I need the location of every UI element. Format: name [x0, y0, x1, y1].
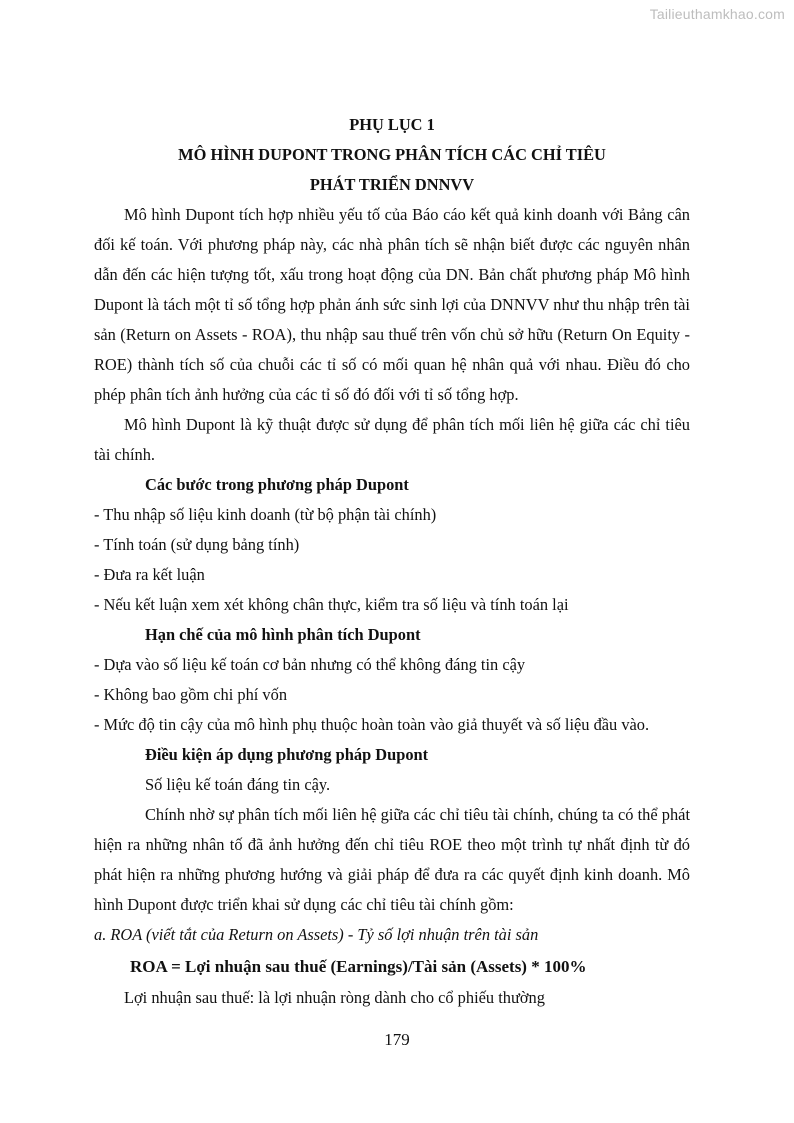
roa-heading: a. ROA (viết tắt của Return on Assets) - Tỷ số lợi nhuận trên tài sản — [94, 925, 539, 944]
steps-item: - Đưa ra kết luận — [94, 565, 205, 584]
document-title-line-1: MÔ HÌNH DUPONT TRONG PHÂN TÍCH CÁC CHỈ TIÊU — [178, 145, 606, 164]
limits-item: - Không bao gồm chi phí vốn — [94, 685, 288, 704]
roa-note: Lợi nhuận sau thuế: là lợi nhuận ròng dành cho cổ phiếu thường — [124, 988, 545, 1007]
limits-heading: Hạn chế của mô hình phân tích Dupont — [145, 625, 421, 644]
document-body — [94, 110, 690, 1012]
limits-item: - Dựa vào số liệu kế toán cơ bản nhưng có thể không đáng tin cậy — [94, 655, 526, 674]
intro-paragraph-2: Mô hình Dupont là kỹ thuật được sử dụng để phân tích mối liên hệ giữa các chỉ tiêu tài chính. — [94, 415, 690, 464]
steps-item: - Tính toán (sử dụng bảng tính) — [94, 535, 300, 554]
conditions-text: Số liệu kế toán đáng tin cậy. — [145, 775, 331, 794]
steps-item: - Nếu kết luận xem xét không chân thực, kiểm tra số liệu và tính toán lại — [94, 595, 569, 614]
roa-formula: ROA = Lợi nhuận sau thuế (Earnings)/Tài sản (Assets) * 100% — [130, 957, 587, 976]
conditions-heading: Điều kiện áp dụng phương pháp Dupont — [145, 745, 429, 764]
watermark: Tailieuthamkhao.com — [649, 6, 785, 22]
intro-paragraph: Mô hình Dupont tích hợp nhiều yếu tố của Báo cáo kết quả kinh doanh với Bảng cân đối kế toán. Với phương pháp này, các nhà phân tích sẽ nhận biết được các nguyên nhân dẫn đến các hiện tượng tốt, xấu trong hoạt động của DN. Bản chất phương pháp Mô hình Dupont là tách một tỉ số tổng hợp phản ánh sức sinh lợi của DNNVV như thu nhập trên tài sản (Return on Assets - ROA), thu nhập sau thuế trên vốn chủ sở hữu (Return On Equity - ROE) thành tích số của chuỗi các tỉ số có mối quan hệ nhân quả với nhau. Điều đó cho phép phân tích ảnh hưởng của các tỉ số đó đối với tỉ số tổng hợp. — [94, 205, 690, 404]
limits-item: - Mức độ tin cậy của mô hình phụ thuộc hoàn toàn vào giả thuyết và số liệu đầu vào. — [94, 715, 650, 734]
analysis-paragraph: Chính nhờ sự phân tích mối liên hệ giữa các chỉ tiêu tài chính, chúng ta có thể phát hiện ra những nhân tố đã ảnh hưởng đến chỉ tiêu ROE theo một trình tự nhất định từ đó phát hiện ra những phương hướng và giải pháp để đưa ra các quyết định kinh doanh. Mô hình Dupont được triển khai sử dụng các chỉ tiêu tài chính gồm: — [94, 805, 690, 914]
appendix-label: PHỤ LỤC 1 — [349, 115, 435, 134]
page-number: 179 — [384, 1030, 410, 1049]
steps-heading: Các bước trong phương pháp Dupont — [145, 475, 409, 494]
steps-item: - Thu nhập số liệu kinh doanh (từ bộ phận tài chính) — [94, 505, 437, 524]
document-title-line-2: PHÁT TRIỂN DNNVV — [309, 175, 475, 194]
